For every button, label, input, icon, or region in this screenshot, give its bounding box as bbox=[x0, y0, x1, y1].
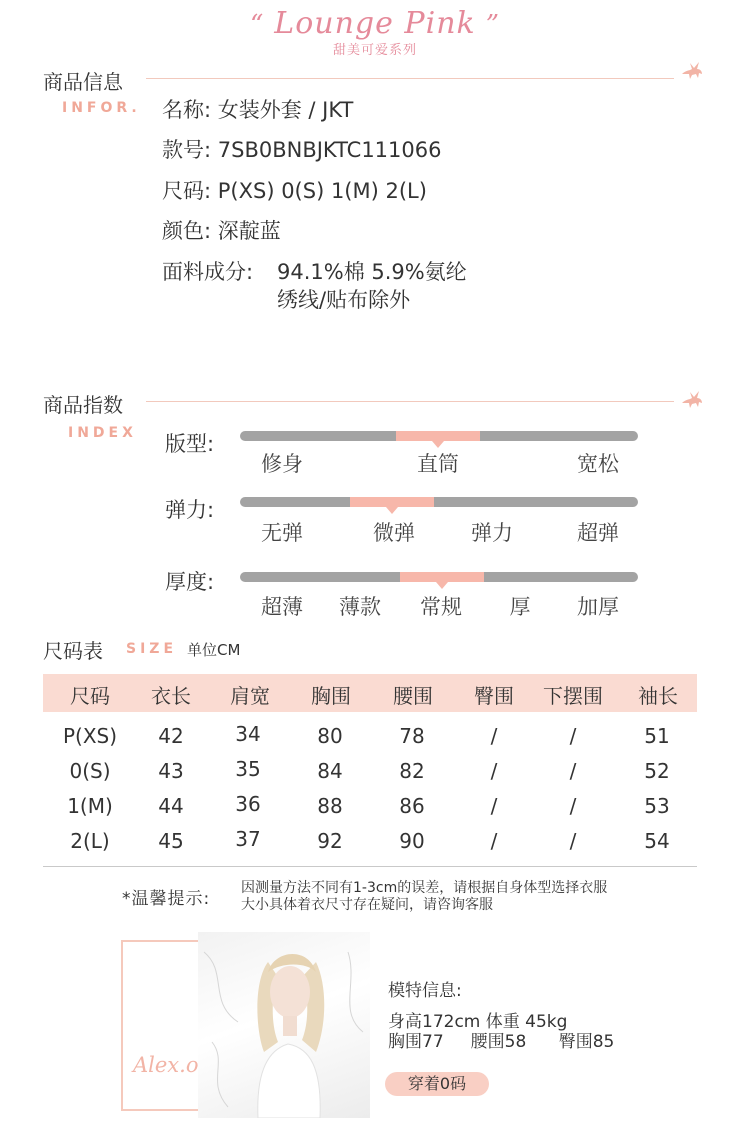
size-cell: / bbox=[569, 724, 577, 748]
size-cell: 88 bbox=[317, 794, 343, 818]
thickness-option: 厚 bbox=[509, 595, 531, 619]
pegasus-icon bbox=[680, 60, 704, 80]
size-col-header: 胸围 bbox=[311, 684, 351, 708]
size-col-header: 衣长 bbox=[151, 684, 191, 708]
fit-pointer bbox=[432, 441, 444, 448]
size-cell: 36 bbox=[235, 792, 261, 816]
size-cell: / bbox=[490, 829, 498, 853]
model-photo bbox=[198, 932, 370, 1118]
size-cell: 34 bbox=[235, 722, 261, 746]
brand-quote-open: “ bbox=[250, 10, 265, 40]
size-col-header: 尺码 bbox=[70, 684, 110, 708]
size-cell: 82 bbox=[399, 759, 425, 783]
info-fabric-value: 94.1%棉 5.9%氨纶 bbox=[277, 260, 467, 284]
info-sizes: 尺码: P(XS) 0(S) 1(M) 2(L) bbox=[162, 179, 427, 203]
model-name: Alex.o bbox=[133, 1053, 199, 1077]
size-cell: 1(M) bbox=[67, 794, 113, 818]
size-cell: 54 bbox=[644, 829, 670, 853]
size-col-header: 腰围 bbox=[393, 684, 433, 708]
info-section-title: 商品信息 bbox=[43, 70, 123, 94]
index-section-title: 商品指数 bbox=[43, 393, 123, 417]
brand-logo bbox=[0, 6, 750, 41]
size-cell: 52 bbox=[644, 759, 670, 783]
model-figure-image bbox=[198, 932, 370, 1118]
model-measurements-1: 身高172cm 体重 45kg bbox=[388, 1012, 568, 1032]
size-cell: 2(L) bbox=[70, 829, 110, 853]
size-cell: 92 bbox=[317, 829, 343, 853]
info-color: 颜色: 深靛蓝 bbox=[162, 219, 281, 243]
tip-label: *温馨提示: bbox=[122, 889, 211, 909]
brand-header bbox=[0, 6, 750, 58]
size-section-en: SIZE bbox=[126, 641, 178, 657]
fit-scale-bar bbox=[240, 431, 638, 441]
fit-option: 直筒 bbox=[417, 452, 459, 476]
brand-subtitle: 甜美可爱系列 bbox=[332, 43, 417, 58]
stretch-scale-bar bbox=[240, 497, 638, 507]
size-cell: 44 bbox=[158, 794, 184, 818]
thickness-pointer bbox=[436, 582, 448, 589]
stretch-option: 无弹 bbox=[261, 521, 303, 545]
model-info-title: 模特信息: bbox=[388, 981, 462, 1001]
size-cell: / bbox=[569, 794, 577, 818]
size-cell: / bbox=[569, 829, 577, 853]
tip-line-1: 因测量方法不同有1-3cm的误差，请根据自身体型选择衣服 bbox=[241, 880, 608, 896]
size-col-header: 肩宽 bbox=[230, 684, 270, 708]
size-cell: 51 bbox=[644, 724, 670, 748]
info-fabric-note: 绣线/贴布除外 bbox=[277, 288, 411, 312]
thickness-option: 常规 bbox=[420, 595, 462, 619]
model-wearing-badge: 穿着0码 bbox=[385, 1072, 489, 1096]
thickness-option: 超薄 bbox=[261, 595, 303, 619]
size-table-bottom-line bbox=[43, 866, 697, 867]
thickness-option: 薄款 bbox=[339, 595, 381, 619]
size-cell: / bbox=[490, 794, 498, 818]
size-cell: 45 bbox=[158, 829, 184, 853]
tip-line-2: 大小具体着衣尺寸存在疑问，请咨询客服 bbox=[241, 897, 493, 913]
info-style-number: 款号: 7SB0BNBJKTC111066 bbox=[162, 138, 442, 162]
size-cell: 53 bbox=[644, 794, 670, 818]
fit-option: 宽松 bbox=[577, 452, 619, 476]
info-fabric-label: 面料成分: bbox=[162, 260, 254, 284]
pegasus-icon bbox=[680, 389, 704, 409]
info-name: 名称: 女装外套 / JKT bbox=[162, 98, 354, 122]
stretch-label: 弹力: bbox=[165, 498, 215, 522]
size-cell: 42 bbox=[158, 724, 184, 748]
size-cell: 35 bbox=[235, 757, 261, 781]
brand-title: Lounge Pink bbox=[274, 6, 476, 41]
size-cell: / bbox=[490, 759, 498, 783]
thickness-label: 厚度: bbox=[165, 570, 215, 594]
thickness-selected-segment bbox=[400, 572, 484, 582]
brand-quote-close: ” bbox=[485, 10, 500, 40]
size-cell: 84 bbox=[317, 759, 343, 783]
size-col-header: 臀围 bbox=[474, 684, 514, 708]
size-cell: 78 bbox=[399, 724, 425, 748]
size-cell: 86 bbox=[399, 794, 425, 818]
size-cell: 0(S) bbox=[69, 759, 111, 783]
fit-option: 修身 bbox=[261, 452, 303, 476]
size-unit: 单位CM bbox=[187, 641, 241, 659]
size-cell: 80 bbox=[317, 724, 343, 748]
stretch-selected-segment bbox=[350, 497, 434, 507]
index-section-en: INDEX bbox=[68, 425, 137, 441]
stretch-option: 弹力 bbox=[471, 521, 513, 545]
fit-selected-segment bbox=[396, 431, 480, 441]
stretch-option: 超弹 bbox=[577, 521, 619, 545]
stretch-pointer bbox=[386, 507, 398, 514]
index-divider bbox=[146, 401, 674, 402]
size-cell: 37 bbox=[235, 827, 261, 851]
info-divider bbox=[146, 78, 674, 79]
size-section-title: 尺码表 bbox=[43, 639, 103, 663]
size-col-header: 袖长 bbox=[638, 684, 678, 708]
size-cell: 43 bbox=[158, 759, 184, 783]
fit-label: 版型: bbox=[165, 432, 215, 456]
thickness-scale-bar bbox=[240, 572, 638, 582]
size-col-header: 下摆围 bbox=[543, 684, 603, 708]
model-measurements-2: 胸围77 腰围58 臀围85 bbox=[388, 1032, 615, 1052]
size-cell: 90 bbox=[399, 829, 425, 853]
size-cell: / bbox=[490, 724, 498, 748]
size-cell: / bbox=[569, 759, 577, 783]
info-section-en: INFOR. bbox=[62, 100, 141, 116]
stretch-option: 微弹 bbox=[373, 521, 415, 545]
size-cell: P(XS) bbox=[62, 724, 118, 748]
thickness-option: 加厚 bbox=[577, 595, 619, 619]
